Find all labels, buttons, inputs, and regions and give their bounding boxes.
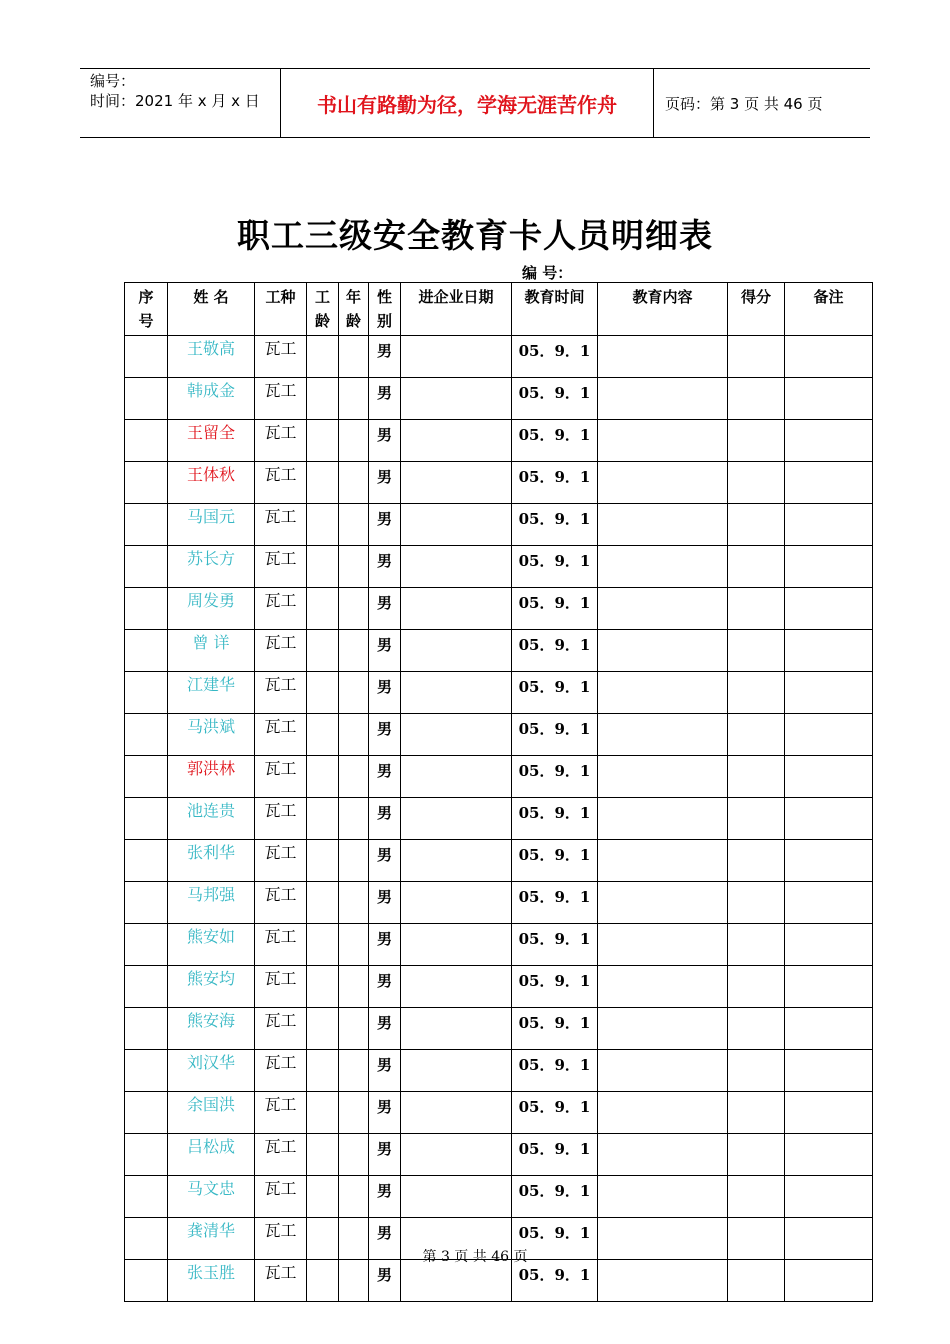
cell-edu-content xyxy=(598,1092,728,1134)
cell-edu-content xyxy=(598,1050,728,1092)
document-header xyxy=(80,68,870,138)
cell-trade: 瓦工 xyxy=(255,336,307,378)
cell-name: 张利华 xyxy=(168,840,255,882)
cell-trade: 瓦工 xyxy=(255,546,307,588)
cell-remark xyxy=(785,714,873,756)
table-row xyxy=(125,504,873,546)
cell-age xyxy=(339,420,369,462)
col-remark: 备注 xyxy=(785,283,873,336)
cell-seq xyxy=(125,714,168,756)
cell-gender: 男 xyxy=(369,588,401,630)
cell-score xyxy=(728,588,785,630)
page-info: 页码：第 3 页 共 46 页 xyxy=(665,94,823,113)
cell-age xyxy=(339,966,369,1008)
cell-seq xyxy=(125,336,168,378)
cell-seniority xyxy=(307,798,339,840)
cell-edu-content xyxy=(598,420,728,462)
cell-edu-content xyxy=(598,672,728,714)
cell-edu-content xyxy=(598,588,728,630)
cell-name: 张玉胜 xyxy=(168,1260,255,1302)
col-age: 年龄 xyxy=(339,283,369,336)
col-seniority: 工龄 xyxy=(307,283,339,336)
cell-remark xyxy=(785,1092,873,1134)
cell-gender: 男 xyxy=(369,924,401,966)
cell-remark xyxy=(785,966,873,1008)
cell-edu-time: 05．9．1 xyxy=(512,672,598,714)
cell-remark xyxy=(785,1050,873,1092)
cell-seniority xyxy=(307,420,339,462)
cell-edu-time: 05．9．1 xyxy=(512,1176,598,1218)
page-title: 职工三级安全教育卡人员明细表 xyxy=(237,216,713,255)
cell-name: 熊安如 xyxy=(168,924,255,966)
cell-score xyxy=(728,1008,785,1050)
cell-edu-content xyxy=(598,378,728,420)
cell-score xyxy=(728,966,785,1008)
table-row xyxy=(125,1092,873,1134)
cell-seniority xyxy=(307,630,339,672)
cell-edu-time: 05．9．1 xyxy=(512,336,598,378)
cell-seq xyxy=(125,924,168,966)
cell-remark xyxy=(785,462,873,504)
cell-join-date xyxy=(401,420,512,462)
cell-trade: 瓦工 xyxy=(255,504,307,546)
doc-number-label: 编号： xyxy=(90,72,136,90)
cell-gender: 男 xyxy=(369,630,401,672)
cell-edu-time: 05．9．1 xyxy=(512,1218,598,1260)
cell-trade: 瓦工 xyxy=(255,840,307,882)
cell-gender: 男 xyxy=(369,546,401,588)
cell-join-date xyxy=(401,840,512,882)
table-row xyxy=(125,1008,873,1050)
table-row xyxy=(125,798,873,840)
cell-edu-time: 05．9．1 xyxy=(512,462,598,504)
cell-trade: 瓦工 xyxy=(255,756,307,798)
cell-edu-time: 05．9．1 xyxy=(512,1260,598,1302)
cell-name: 吕松成 xyxy=(168,1134,255,1176)
cell-score xyxy=(728,756,785,798)
cell-seq xyxy=(125,462,168,504)
cell-seniority xyxy=(307,1008,339,1050)
cell-join-date xyxy=(401,336,512,378)
cell-gender: 男 xyxy=(369,1092,401,1134)
cell-join-date xyxy=(401,672,512,714)
cell-edu-time: 05．9．1 xyxy=(512,840,598,882)
cell-score xyxy=(728,336,785,378)
cell-name: 熊安均 xyxy=(168,966,255,1008)
cell-remark xyxy=(785,588,873,630)
cell-age xyxy=(339,378,369,420)
cell-score xyxy=(728,798,785,840)
cell-seniority xyxy=(307,1176,339,1218)
cell-edu-time: 05．9．1 xyxy=(512,714,598,756)
header-meta xyxy=(80,69,281,137)
cell-remark xyxy=(785,504,873,546)
cell-score xyxy=(728,504,785,546)
cell-age xyxy=(339,672,369,714)
cell-score xyxy=(728,1092,785,1134)
cell-age xyxy=(339,1134,369,1176)
cell-seniority xyxy=(307,966,339,1008)
table-row xyxy=(125,672,873,714)
cell-name: 马邦强 xyxy=(168,882,255,924)
cell-trade: 瓦工 xyxy=(255,1050,307,1092)
cell-gender: 男 xyxy=(369,504,401,546)
cell-trade: 瓦工 xyxy=(255,630,307,672)
cell-name: 熊安海 xyxy=(168,1008,255,1050)
cell-name: 郭洪林 xyxy=(168,756,255,798)
cell-remark xyxy=(785,630,873,672)
cell-name: 马洪斌 xyxy=(168,714,255,756)
cell-seq xyxy=(125,546,168,588)
cell-edu-time: 05．9．1 xyxy=(512,924,598,966)
cell-age xyxy=(339,882,369,924)
cell-gender: 男 xyxy=(369,1176,401,1218)
cell-name: 马文忠 xyxy=(168,1176,255,1218)
cell-name: 曾 详 xyxy=(168,630,255,672)
cell-seq xyxy=(125,588,168,630)
cell-trade: 瓦工 xyxy=(255,420,307,462)
cell-name: 马国元 xyxy=(168,504,255,546)
cell-join-date xyxy=(401,1092,512,1134)
cell-seq xyxy=(125,1050,168,1092)
cell-join-date xyxy=(401,1134,512,1176)
cell-gender: 男 xyxy=(369,420,401,462)
cell-age xyxy=(339,798,369,840)
table-row xyxy=(125,546,873,588)
cell-score xyxy=(728,1050,785,1092)
cell-remark xyxy=(785,420,873,462)
cell-join-date xyxy=(401,630,512,672)
cell-gender: 男 xyxy=(369,672,401,714)
cell-seq xyxy=(125,882,168,924)
cell-trade: 瓦工 xyxy=(255,966,307,1008)
table-row xyxy=(125,1050,873,1092)
cell-seniority xyxy=(307,756,339,798)
cell-remark xyxy=(785,378,873,420)
cell-remark xyxy=(785,882,873,924)
cell-gender: 男 xyxy=(369,714,401,756)
cell-name: 江建华 xyxy=(168,672,255,714)
cell-join-date xyxy=(401,462,512,504)
table-row xyxy=(125,840,873,882)
cell-age xyxy=(339,1092,369,1134)
cell-gender: 男 xyxy=(369,1008,401,1050)
cell-seniority xyxy=(307,504,339,546)
cell-trade: 瓦工 xyxy=(255,1218,307,1260)
cell-edu-time: 05．9．1 xyxy=(512,546,598,588)
table-row xyxy=(125,588,873,630)
cell-age xyxy=(339,714,369,756)
cell-age xyxy=(339,840,369,882)
cell-seq xyxy=(125,630,168,672)
cell-trade: 瓦工 xyxy=(255,1134,307,1176)
cell-trade: 瓦工 xyxy=(255,924,307,966)
cell-trade: 瓦工 xyxy=(255,798,307,840)
cell-seniority xyxy=(307,378,339,420)
cell-remark xyxy=(785,672,873,714)
cell-seniority xyxy=(307,546,339,588)
cell-gender: 男 xyxy=(369,1050,401,1092)
table-row xyxy=(125,924,873,966)
cell-edu-time: 05．9．1 xyxy=(512,378,598,420)
cell-remark xyxy=(785,546,873,588)
cell-name: 王留全 xyxy=(168,420,255,462)
page-footer: 第 3 页 共 46 页 xyxy=(422,1249,528,1265)
cell-name: 余国洪 xyxy=(168,1092,255,1134)
cell-seq xyxy=(125,420,168,462)
cell-trade: 瓦工 xyxy=(255,1260,307,1302)
cell-seniority xyxy=(307,714,339,756)
cell-trade: 瓦工 xyxy=(255,1008,307,1050)
cell-gender: 男 xyxy=(369,1218,401,1260)
cell-seq xyxy=(125,378,168,420)
table-row xyxy=(125,336,873,378)
cell-age xyxy=(339,546,369,588)
cell-seq xyxy=(125,966,168,1008)
cell-gender: 男 xyxy=(369,756,401,798)
col-score: 得分 xyxy=(728,283,785,336)
cell-edu-content xyxy=(598,630,728,672)
cell-join-date xyxy=(401,588,512,630)
cell-age xyxy=(339,924,369,966)
cell-score xyxy=(728,672,785,714)
cell-score xyxy=(728,462,785,504)
cell-join-date xyxy=(401,504,512,546)
cell-score xyxy=(728,882,785,924)
cell-trade: 瓦工 xyxy=(255,378,307,420)
cell-score xyxy=(728,420,785,462)
cell-seq xyxy=(125,798,168,840)
cell-edu-time: 05．9．1 xyxy=(512,504,598,546)
cell-gender: 男 xyxy=(369,462,401,504)
col-edu-content: 教育内容 xyxy=(598,283,728,336)
cell-edu-content xyxy=(598,840,728,882)
cell-seniority xyxy=(307,462,339,504)
table-header-row xyxy=(125,283,873,336)
cell-edu-content xyxy=(598,798,728,840)
cell-seq xyxy=(125,1008,168,1050)
table-row xyxy=(125,1176,873,1218)
table-row xyxy=(125,882,873,924)
cell-gender: 男 xyxy=(369,966,401,1008)
cell-remark xyxy=(785,1176,873,1218)
cell-age xyxy=(339,588,369,630)
cell-gender: 男 xyxy=(369,336,401,378)
cell-age xyxy=(339,756,369,798)
cell-score xyxy=(728,714,785,756)
cell-seq xyxy=(125,504,168,546)
cell-gender: 男 xyxy=(369,840,401,882)
cell-join-date xyxy=(401,1008,512,1050)
cell-trade: 瓦工 xyxy=(255,672,307,714)
cell-remark xyxy=(785,756,873,798)
table-row xyxy=(125,714,873,756)
cell-name: 韩成金 xyxy=(168,378,255,420)
cell-edu-content xyxy=(598,546,728,588)
cell-trade: 瓦工 xyxy=(255,462,307,504)
cell-seq xyxy=(125,672,168,714)
cell-age xyxy=(339,336,369,378)
cell-edu-content xyxy=(598,882,728,924)
cell-age xyxy=(339,1008,369,1050)
cell-seq xyxy=(125,1134,168,1176)
roster-table xyxy=(124,282,873,1302)
table-row xyxy=(125,420,873,462)
cell-join-date xyxy=(401,882,512,924)
cell-seniority xyxy=(307,840,339,882)
cell-name: 刘汉华 xyxy=(168,1050,255,1092)
cell-seniority xyxy=(307,1134,339,1176)
cell-seniority xyxy=(307,1050,339,1092)
cell-score xyxy=(728,840,785,882)
cell-name: 王体秋 xyxy=(168,462,255,504)
cell-join-date xyxy=(401,1050,512,1092)
cell-edu-content xyxy=(598,714,728,756)
cell-name: 龚清华 xyxy=(168,1218,255,1260)
cell-gender: 男 xyxy=(369,1260,401,1302)
cell-edu-time: 05．9．1 xyxy=(512,1092,598,1134)
cell-trade: 瓦工 xyxy=(255,588,307,630)
cell-seniority xyxy=(307,882,339,924)
cell-score xyxy=(728,1176,785,1218)
cell-age xyxy=(339,1176,369,1218)
cell-edu-time: 05．9．1 xyxy=(512,1008,598,1050)
cell-name: 池连贵 xyxy=(168,798,255,840)
col-gender: 性别 xyxy=(369,283,401,336)
cell-join-date xyxy=(401,714,512,756)
cell-join-date xyxy=(401,546,512,588)
cell-name: 周发勇 xyxy=(168,588,255,630)
cell-gender: 男 xyxy=(369,882,401,924)
cell-join-date xyxy=(401,798,512,840)
cell-trade: 瓦工 xyxy=(255,882,307,924)
cell-edu-time: 05．9．1 xyxy=(512,756,598,798)
cell-edu-time: 05．9．1 xyxy=(512,798,598,840)
cell-edu-time: 05．9．1 xyxy=(512,882,598,924)
cell-seniority xyxy=(307,1092,339,1134)
table-row xyxy=(125,1134,873,1176)
cell-trade: 瓦工 xyxy=(255,714,307,756)
cell-remark xyxy=(785,336,873,378)
table-row xyxy=(125,462,873,504)
cell-seq xyxy=(125,756,168,798)
cell-seq xyxy=(125,840,168,882)
doc-no-label: 编 号： xyxy=(522,264,573,282)
cell-remark xyxy=(785,1134,873,1176)
cell-join-date xyxy=(401,1176,512,1218)
cell-edu-time: 05．9．1 xyxy=(512,588,598,630)
time-label: 时间：2021 年 x 月 x 日 xyxy=(90,92,260,110)
cell-seniority xyxy=(307,924,339,966)
col-name: 姓 名 xyxy=(168,283,255,336)
table-row xyxy=(125,630,873,672)
col-edu-time: 教育时间 xyxy=(512,283,598,336)
cell-edu-content xyxy=(598,462,728,504)
cell-edu-content xyxy=(598,504,728,546)
cell-edu-content xyxy=(598,336,728,378)
table-row xyxy=(125,378,873,420)
table-row xyxy=(125,756,873,798)
cell-score xyxy=(728,630,785,672)
cell-score xyxy=(728,924,785,966)
col-trade: 工种 xyxy=(255,283,307,336)
cell-age xyxy=(339,504,369,546)
motto: 书山有路勤为径，学海无涯苦作舟 xyxy=(281,69,654,137)
cell-age xyxy=(339,1050,369,1092)
cell-seniority xyxy=(307,588,339,630)
cell-seniority xyxy=(307,336,339,378)
cell-edu-content xyxy=(598,924,728,966)
cell-seq xyxy=(125,1092,168,1134)
cell-name: 苏长方 xyxy=(168,546,255,588)
cell-score xyxy=(728,1134,785,1176)
cell-remark xyxy=(785,840,873,882)
cell-gender: 男 xyxy=(369,378,401,420)
cell-score xyxy=(728,378,785,420)
cell-remark xyxy=(785,924,873,966)
roster-body xyxy=(125,336,873,1302)
cell-edu-content xyxy=(598,1176,728,1218)
cell-trade: 瓦工 xyxy=(255,1176,307,1218)
cell-seq xyxy=(125,1176,168,1218)
cell-edu-content xyxy=(598,1134,728,1176)
cell-name: 王敬高 xyxy=(168,336,255,378)
cell-gender: 男 xyxy=(369,798,401,840)
cell-edu-content xyxy=(598,756,728,798)
cell-age xyxy=(339,462,369,504)
cell-join-date xyxy=(401,966,512,1008)
cell-edu-time: 05．9．1 xyxy=(512,966,598,1008)
col-join-date: 进企业日期 xyxy=(401,283,512,336)
cell-join-date xyxy=(401,378,512,420)
cell-edu-content xyxy=(598,1008,728,1050)
table-row xyxy=(125,966,873,1008)
cell-score xyxy=(728,546,785,588)
cell-edu-time: 05．9．1 xyxy=(512,1134,598,1176)
cell-join-date xyxy=(401,756,512,798)
cell-edu-content xyxy=(598,966,728,1008)
cell-edu-time: 05．9．1 xyxy=(512,420,598,462)
cell-edu-time: 05．9．1 xyxy=(512,630,598,672)
cell-trade: 瓦工 xyxy=(255,1092,307,1134)
cell-edu-time: 05．9．1 xyxy=(512,1050,598,1092)
cell-gender: 男 xyxy=(369,1134,401,1176)
cell-remark xyxy=(785,1008,873,1050)
cell-remark xyxy=(785,798,873,840)
col-seq: 序号 xyxy=(125,283,168,336)
cell-join-date xyxy=(401,924,512,966)
cell-age xyxy=(339,630,369,672)
cell-seniority xyxy=(307,672,339,714)
